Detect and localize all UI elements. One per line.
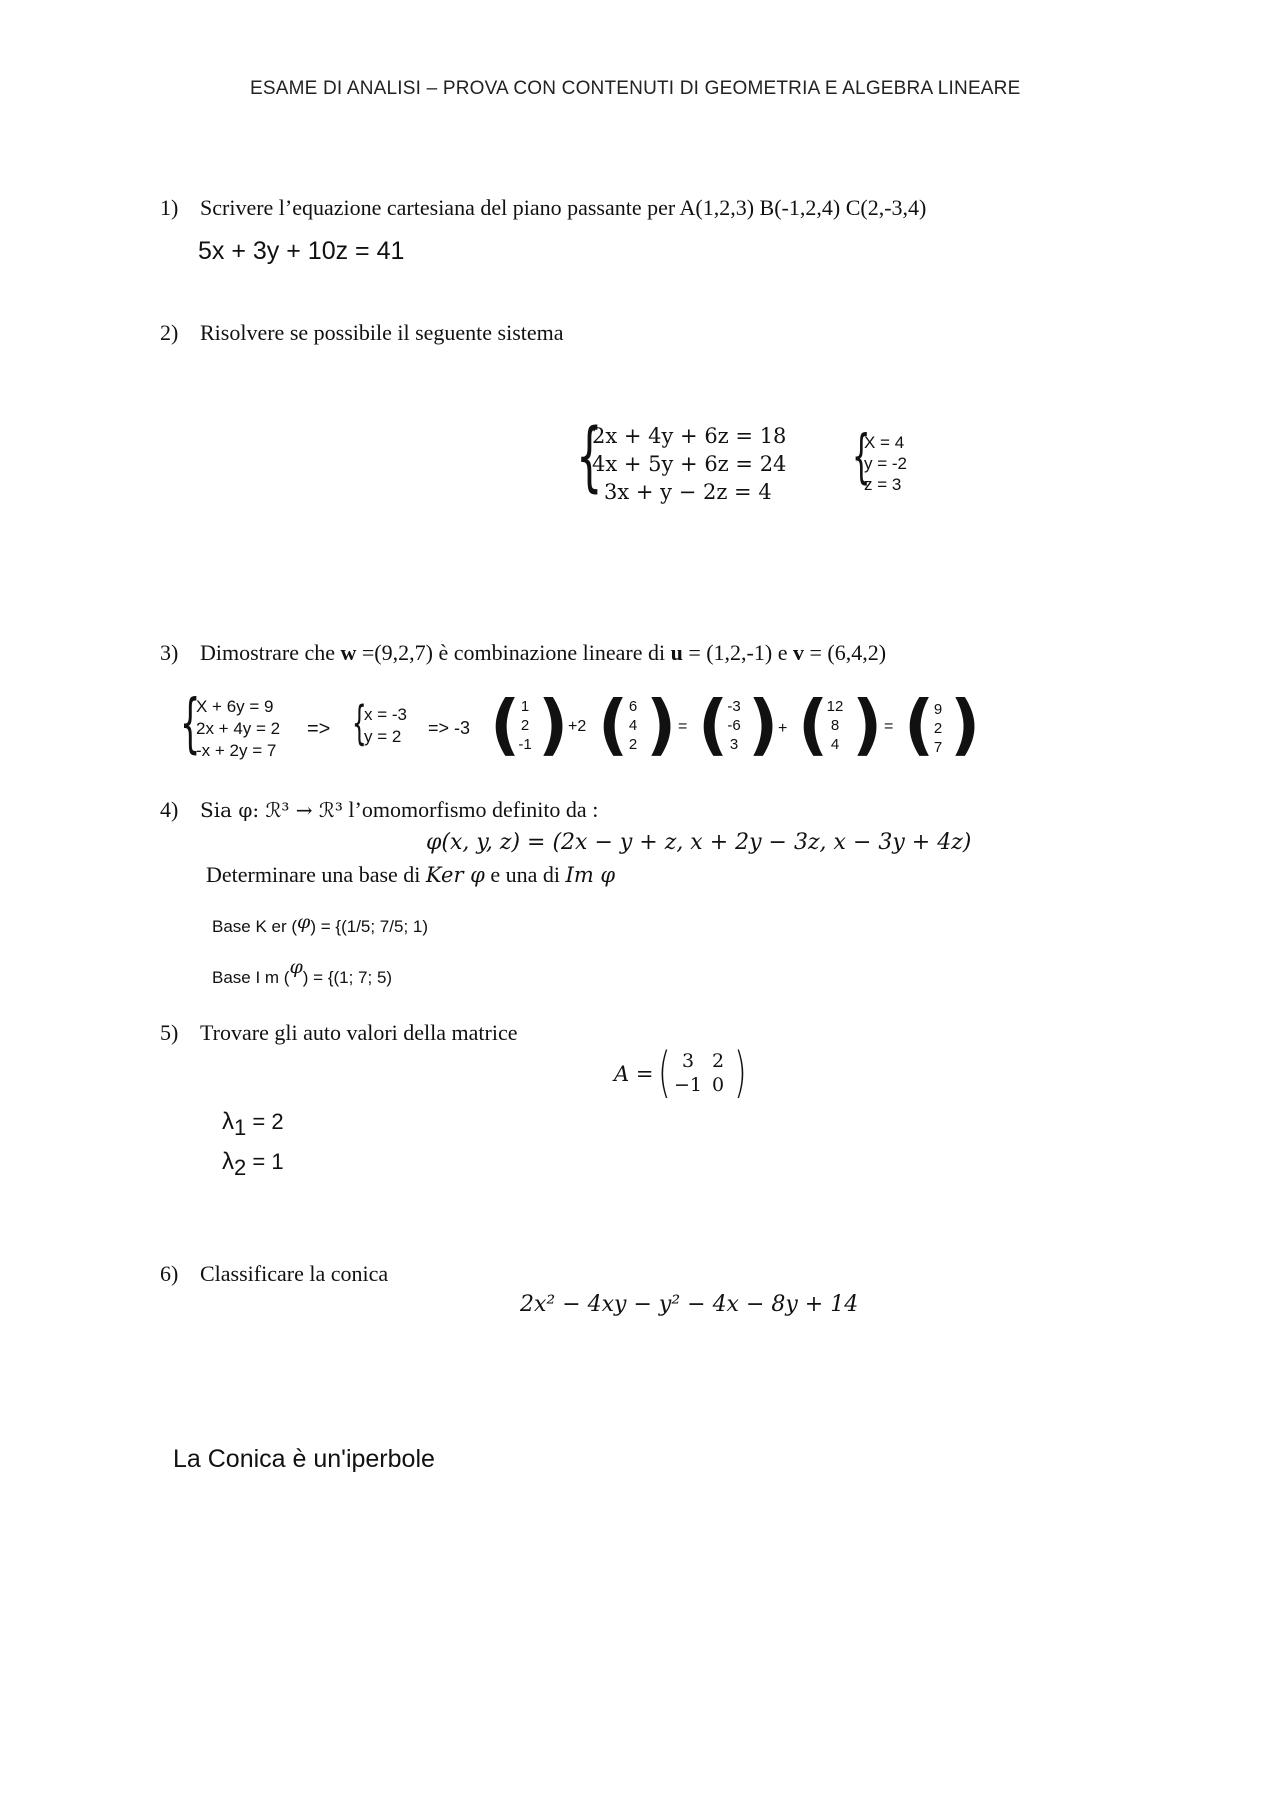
question-4-line-3: Determinare una base di Ker φ e una di Im φ xyxy=(206,862,616,887)
homomorphism-formula: φ(x, y, z) = (2x − y + z, x + 2y − 3z, x − 3y + 4z) xyxy=(426,830,972,855)
system-2-row: 4x + 5y + 6z = 24 xyxy=(592,452,787,476)
question-5-text: Trovare gli auto valori della matrice xyxy=(200,1020,518,1045)
system-3-row: X + 6y = 9 xyxy=(196,697,274,716)
vector-b: 12 8 4 xyxy=(826,698,844,753)
question-2-solution xyxy=(864,432,907,495)
question-1-number: 1) xyxy=(160,195,179,220)
conic-formula: 2x² − 4xy − y² − 4x − 8y + 14 xyxy=(520,1292,859,1317)
page-header: ESAME DI ANALISI – PROVA CON CONTENUTI DI GEOMETRIA E ALGEBRA LINEARE xyxy=(250,78,1021,99)
system-2-row: 3x + y − 2z = 4 xyxy=(604,480,772,504)
system-2-brace: { xyxy=(576,411,603,500)
image-basis: Base I m (φ) = {(1; 7; 5) xyxy=(212,956,393,987)
question-1-text: Scrivere l’equazione cartesiana del piano passante per A(1,2,3) B(-1,2,4) C(2,-3,4) xyxy=(200,195,927,220)
equals-1: = xyxy=(678,718,688,735)
paren-right: ) xyxy=(852,686,883,763)
question-3-text: Dimostrare che w =(9,2,7) è combinazione lineare di u = (1,2,-1) e v = (6,4,2) xyxy=(200,640,887,665)
matrix-paren-left: ( xyxy=(658,1041,671,1104)
result-3-row: y = 2 xyxy=(364,727,402,746)
plus-two: +2 xyxy=(568,718,587,735)
question-3-number: 3) xyxy=(160,640,179,665)
question-3-result xyxy=(364,704,407,748)
eigenvalue-1: $\lambda_1 = 2$ xyxy=(222,1108,284,1140)
vector-u: 1 2 -1 xyxy=(518,698,532,753)
question-2-text: Risolvere se possibile il seguente sistema xyxy=(200,320,564,345)
paren-left: ( xyxy=(798,686,829,763)
paren-right: ) xyxy=(950,686,981,763)
system-3-row: 2x + 4y = 2 xyxy=(196,719,281,738)
vector-w: 9 2 7 xyxy=(933,701,943,756)
arrow-2: => -3 xyxy=(428,718,471,738)
paren-right: ) xyxy=(646,686,677,763)
question-6-text: Classificare la conica xyxy=(200,1261,389,1286)
kernel-basis: Base K er (φ) = {(1/5; 7/5; 1) xyxy=(212,911,429,936)
plus-sign: + xyxy=(778,720,788,737)
paren-left: ( xyxy=(698,686,729,763)
paren-right: ) xyxy=(538,686,569,763)
paren-left: ( xyxy=(904,686,935,763)
result-3-row: x = -3 xyxy=(364,705,407,724)
solution-2-brace: { xyxy=(852,422,871,490)
matrix-a: 3 2 −1 0 xyxy=(673,1050,725,1096)
question-5-number: 5) xyxy=(160,1020,179,1045)
system-2-row: 2x + 4y + 6z = 18 xyxy=(592,424,787,448)
paren-left: ( xyxy=(598,686,629,763)
solution-2-row: y = -2 xyxy=(864,454,907,473)
paren-right: ) xyxy=(748,686,779,763)
result-3-brace: { xyxy=(352,696,367,750)
question-6-answer: La Conica è un'iperbole xyxy=(173,1445,435,1473)
paren-left: ( xyxy=(490,686,521,763)
question-2-system xyxy=(592,422,786,506)
solution-2-row: X = 4 xyxy=(864,433,905,452)
question-2-number: 2) xyxy=(160,320,179,345)
equals-2: = xyxy=(884,718,894,735)
matrix-label: A = xyxy=(614,1062,654,1086)
solution-2-row: z = 3 xyxy=(864,475,902,494)
arrow-1: => xyxy=(307,718,331,740)
question-4-number: 4) xyxy=(160,797,179,822)
vector-a: -3 -6 3 xyxy=(727,698,741,753)
vector-v: 6 4 2 xyxy=(628,698,638,753)
question-6-number: 6) xyxy=(160,1261,179,1286)
question-4-line-1: Sia φ: ℛ³ → ℛ³ l’omomorfismo definito da : xyxy=(200,797,599,822)
eigenvalue-2: $\lambda_2 = 1$ xyxy=(222,1148,284,1180)
question-1-answer: 5x + 3y + 10z = 41 xyxy=(198,237,405,265)
question-3-system xyxy=(196,696,280,762)
system-3-brace: { xyxy=(180,687,201,761)
matrix-paren-right: ) xyxy=(734,1041,747,1104)
system-3-row: -x + 2y = 7 xyxy=(196,741,277,760)
